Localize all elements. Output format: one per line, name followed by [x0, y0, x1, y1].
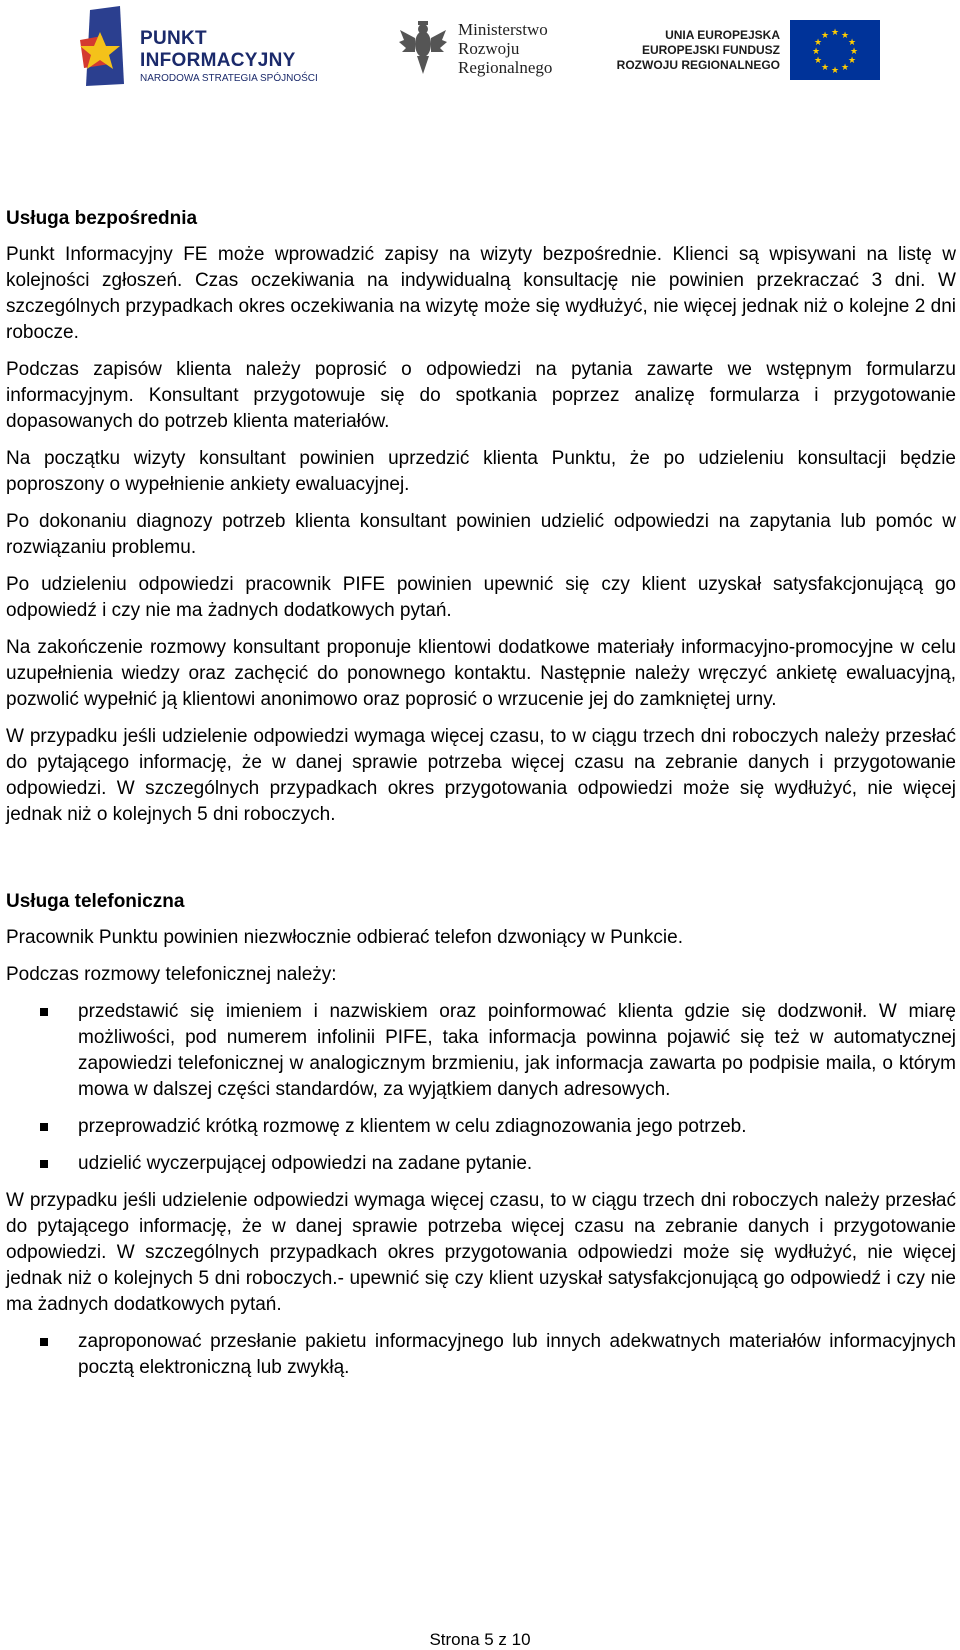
- square-bullet-icon: [40, 1008, 48, 1016]
- list-item-text: przeprowadzić krótką rozmowę z klientem w celu zdiagnozowania jego potrzeb.: [78, 1116, 747, 1137]
- list-item: [6, 1151, 956, 1177]
- eu-logo-line1: UNIA EUROPEJSKA: [665, 28, 780, 42]
- paragraph: Na początku wizyty konsultant powinien uprzedzić klienta Punktu, że po udzieleniu konsultacji będzie poproszony o wypełnienie ankiety ewaluacyjnej.: [6, 448, 956, 495]
- bullet-list: [6, 999, 956, 1177]
- paragraph: Pracownik Punktu powinien niezwłocznie odbierać telefon dzwoniący w Punkcie.: [6, 927, 683, 948]
- section-spacer: [6, 839, 956, 889]
- eu-logo-line3: ROZWOJU REGIONALNEGO: [616, 58, 780, 72]
- paragraph: Punkt Informacyjny FE może wprowadzić zapisy na wizyty bezpośrednie. Klienci są wpisywani na listę w kolejności zgłoszeń. Czas oczekiwania na indywidualną konsultację nie powinien przekraczać 3 dni. W szczególnych przypadkach okres oczekiwania na wizytę może się wydłużyć, nie więcej jednak niż o kolejne 2 dni robocze.: [6, 244, 956, 343]
- svg-text:★: ★: [830, 66, 840, 76]
- svg-text:★: ★: [847, 56, 857, 66]
- punkt-logo-line3: NARODOWA STRATEGIA SPÓJNOŚCI: [140, 73, 318, 84]
- svg-text:★: ★: [813, 38, 823, 48]
- ministry-logo-line3: Regionalnego: [458, 58, 553, 77]
- list-item: [6, 1114, 956, 1140]
- svg-text:★: ★: [830, 28, 840, 38]
- ministry-logo: [398, 20, 568, 82]
- document-body: [6, 206, 956, 1392]
- svg-text:★: ★: [849, 47, 859, 57]
- paragraph: Po dokonaniu diagnozy potrzeb klienta konsultant powinien udzielić odpowiedzi na zapytania lub pomóc w rozwiązaniu problemu.: [6, 511, 956, 558]
- paragraph: W przypadku jeśli udzielenie odpowiedzi wymaga więcej czasu, to w ciągu trzech dni roboczych należy przesłać do pytającego informację, że w danej sprawie potrzeba więcej czasu na zebranie danych i przygotowanie odpowiedzi. W szczególnych przypadkach okres przygotowania odpowiedzi może się wydłużyć, nie więcej jednak niż o kolejnych 5 dni roboczych.: [6, 726, 956, 825]
- punkt-logo-line2: INFORMACYJNY: [140, 50, 296, 71]
- eu-logo-line2: EUROPEJSKI FUNDUSZ: [641, 43, 780, 57]
- svg-text:★: ★: [840, 31, 850, 41]
- list-item-text: przedstawić się imieniem i nazwiskiem oraz poinformować klienta gdzie się dodzwonił. W miarę możliwości, pod numerem infolinii PIFE, taka informacja powinna pojawić się też w automatycznej zapowiedzi telefonicznej w analogicznym brzmieniu, jak informacja zawarta po podpisie maila, o którym mowa w dalszej części standardów, za wyjątkiem danych adresowych.: [78, 1001, 956, 1100]
- ministry-logo-line2: Rozwoju: [458, 39, 520, 58]
- section-heading-direct-service: Usługa bezpośrednia: [6, 208, 198, 229]
- punkt-informacyjny-logo: [80, 6, 340, 88]
- list-item: [6, 999, 956, 1103]
- svg-text:★: ★: [847, 38, 857, 48]
- eu-flag-icon: [790, 20, 880, 80]
- section-heading-phone-service: Usługa telefoniczna: [6, 891, 185, 912]
- paragraph: W przypadku jeśli udzielenie odpowiedzi wymaga więcej czasu, to w ciągu trzech dni roboczych należy przesłać do pytającego informację, że w danej sprawie potrzeba więcej czasu na zebranie danych i przygotowanie odpowiedzi. W szczególnych przypadkach okres przygotowania odpowiedzi może się wydłużyć, nie więcej jednak niż o kolejnych 5 dni roboczych.- upewnić się czy klient uzyskał satysfakcjonującą go odpowiedź i czy nie ma żadnych dodatkowych pytań.: [6, 1190, 956, 1315]
- ministry-logo-line1: Ministerstwo: [458, 20, 548, 39]
- punkt-logo-line1: PUNKT: [140, 28, 207, 49]
- bullet-list: [6, 1329, 956, 1381]
- square-bullet-icon: [40, 1338, 48, 1346]
- paragraph: Po udzieleniu odpowiedzi pracownik PIFE powinien upewnić się czy klient uzyskał satysfakcjonującą go odpowiedź i czy nie ma żadnych dodatkowych pytań.: [6, 574, 956, 621]
- page-header: [0, 0, 960, 100]
- svg-text:★: ★: [820, 63, 830, 73]
- svg-text:★: ★: [811, 47, 821, 57]
- list-item-text: zaproponować przesłanie pakietu informacyjnego lub innych adekwatnych materiałów informacyjnych pocztą elektroniczną lub zwykłą.: [78, 1331, 956, 1378]
- svg-text:★: ★: [813, 56, 823, 66]
- list-item-text: udzielić wyczerpującej odpowiedzi na zadane pytanie.: [78, 1153, 533, 1174]
- square-bullet-icon: [40, 1160, 48, 1168]
- paragraph: Na zakończenie rozmowy konsultant proponuje klientowi dodatkowe materiały informacyjno-promocyjne w celu uzupełnienia wiedzy oraz zachęcić do ponownego kontaktu. Następnie należy wręczyć ankietę ewaluacyjną, pozwolić wypełnić ją klientowi anonimowo oraz poprosić o wrzucenie jej do zamkniętej urny.: [6, 637, 956, 710]
- list-item: [6, 1329, 956, 1381]
- svg-text:★: ★: [840, 63, 850, 73]
- paragraph: Podczas rozmowy telefonicznej należy:: [6, 964, 337, 985]
- punkt-logo-mark-icon: [80, 6, 140, 86]
- eu-logo: [610, 18, 890, 84]
- eagle-emblem-icon: [398, 20, 448, 80]
- paragraph: Podczas zapisów klienta należy poprosić o odpowiedzi na pytania zawarte we wstępnym formularzu informacyjnym. Konsultant przygotowuje się do spotkania poprzez analizę formularza i przygotowanie dopasowanych do potrzeb klienta materiałów.: [6, 359, 956, 432]
- page-number: Strona 5 z 10: [429, 1630, 531, 1649]
- svg-text:★: ★: [820, 31, 830, 41]
- square-bullet-icon: [40, 1123, 48, 1131]
